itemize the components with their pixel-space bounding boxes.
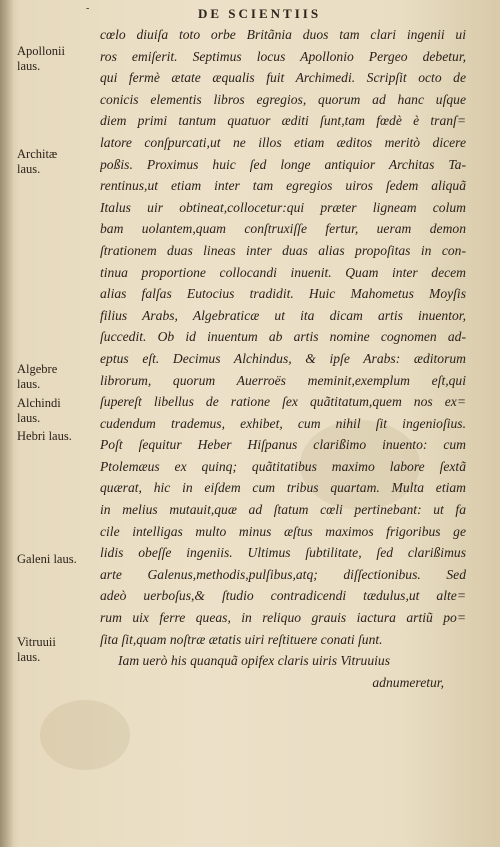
text-line: librorum, quorum Auerroës meminit,exemplum eſt,qui [100, 372, 466, 388]
corner-mark: - [86, 3, 90, 14]
margin-note-hebri [17, 429, 72, 444]
margin-note-text: Vitruuii laus. [17, 635, 56, 664]
gutter-shadow [0, 0, 14, 847]
paper-stain [40, 700, 130, 770]
text-line: cudendum trademus, exhibet, cum nihil ſit ingenioſius. [100, 415, 466, 431]
margin-note-text: Apollonii laus. [17, 44, 65, 73]
text-line: latore conſpurcati,ut ne illos etiam æditos meritò dicere [100, 134, 466, 150]
text-line: rum uix ferre queas, in reliquo grauis iactura artiũ po= [100, 610, 466, 626]
margin-note-galeni [17, 552, 77, 567]
catchword: adnumeretur, [372, 674, 444, 690]
text-line: diem primi tantum quatuor æditi ſunt,tam fœdè è tranſ= [100, 113, 466, 129]
text-line: qui fermè ætate æqualis fuit Archimedi. Scripſit octo de [100, 70, 466, 86]
text-line: adeò uerboſus,& ſtudio contradicendi tædulus,ut alte= [100, 588, 466, 604]
margin-note-vitruuii [17, 635, 56, 665]
text-line: bam uolantem,quam conſtruxiſſe fertur, ueram demon [100, 221, 466, 237]
text-line: Italus uir obtineat,collocetur:qui præter ligneam colum [100, 199, 466, 215]
text-line: quærat, hic in eiſdem cum tribus quartam. Multa etiam [100, 480, 466, 496]
text-line: cile intelligas multo minus æſtus maximos frigoribus ge [100, 523, 466, 539]
margin-note-algebre [17, 362, 57, 392]
margin-note-text: Architæ laus. [17, 147, 58, 176]
text-line: lidis obeſſe ingeniis. Ultimus ſubtilitate, ſed clarißimus [100, 545, 466, 561]
text-line: filius Arabs, Algebraticæ ut ita dicam artis inuentor, [100, 307, 466, 323]
margin-note-alchindi [17, 396, 61, 426]
text-line: Poſt ſequitur Heber Hiſpanus clarißimo inuento: cum [100, 437, 466, 453]
text-line: cœlo diuiſa toto orbe Britãnia duos tam clari ingenii ui [100, 27, 466, 42]
text-line: Ptolemæus ex quinq; quãtitatibus maximo labore ſextã [100, 458, 466, 474]
margin-note-text: Hebri laus. [17, 429, 72, 443]
margin-note-apollonii [17, 44, 65, 74]
margin-note-architae [17, 147, 57, 177]
margin-note-text: Alchindi laus. [17, 396, 61, 425]
text-line: in melius mutauit,quæ ad ſtatum cœli pertinebant: ut fa [100, 502, 466, 518]
text-line: arte Galenus,methodis,pulſibus,atq; diſſectionibus. Sed [100, 566, 466, 582]
text-line: conicis elementis libros egregios, quorum ad hanc uſque [100, 91, 466, 107]
body-text [100, 24, 466, 693]
text-line: poßis. Proximus huic ſed longe antiquior Architas Ta- [100, 156, 466, 172]
text-line: eptus eſt. Decimus Alchindus, & ipſe Arabs: æditorum [100, 350, 466, 366]
text-line: ros emiſerit. Septimus locus Apollonio Pergeo debetur, [100, 48, 466, 64]
text-line: rentinus,ut etiam inter tam egregios uiros ſedem aliquã [100, 178, 466, 194]
text-line: tinua proportione collocandi inuenit. Quam inter decem [100, 264, 466, 280]
text-line: alias falſas Eutocius tradidit. Huic Mahometus Moyſis [100, 286, 466, 302]
margin-note-text: Galeni laus. [17, 552, 77, 566]
text-line: Iam uerò his quanquã opifex claris uiris Vitruuius [118, 653, 390, 669]
margin-note-text: Algebre laus. [17, 362, 58, 391]
text-line: ſtrationem duas lineas inter duas alias propoſitas in con- [100, 242, 466, 258]
running-header: DE SCIENTIIS [198, 6, 322, 21]
text-line: ſupereſt libellus de ratione ſex quãtitatum,quem nos ex= [100, 394, 466, 410]
text-line: ſita ſit,quam noſtræ ætatis uiri reſtituere conati ſunt. [100, 631, 383, 647]
text-line: ſuccedit. Ob id inuentum ab artis nomine cognomen ad- [100, 329, 466, 345]
